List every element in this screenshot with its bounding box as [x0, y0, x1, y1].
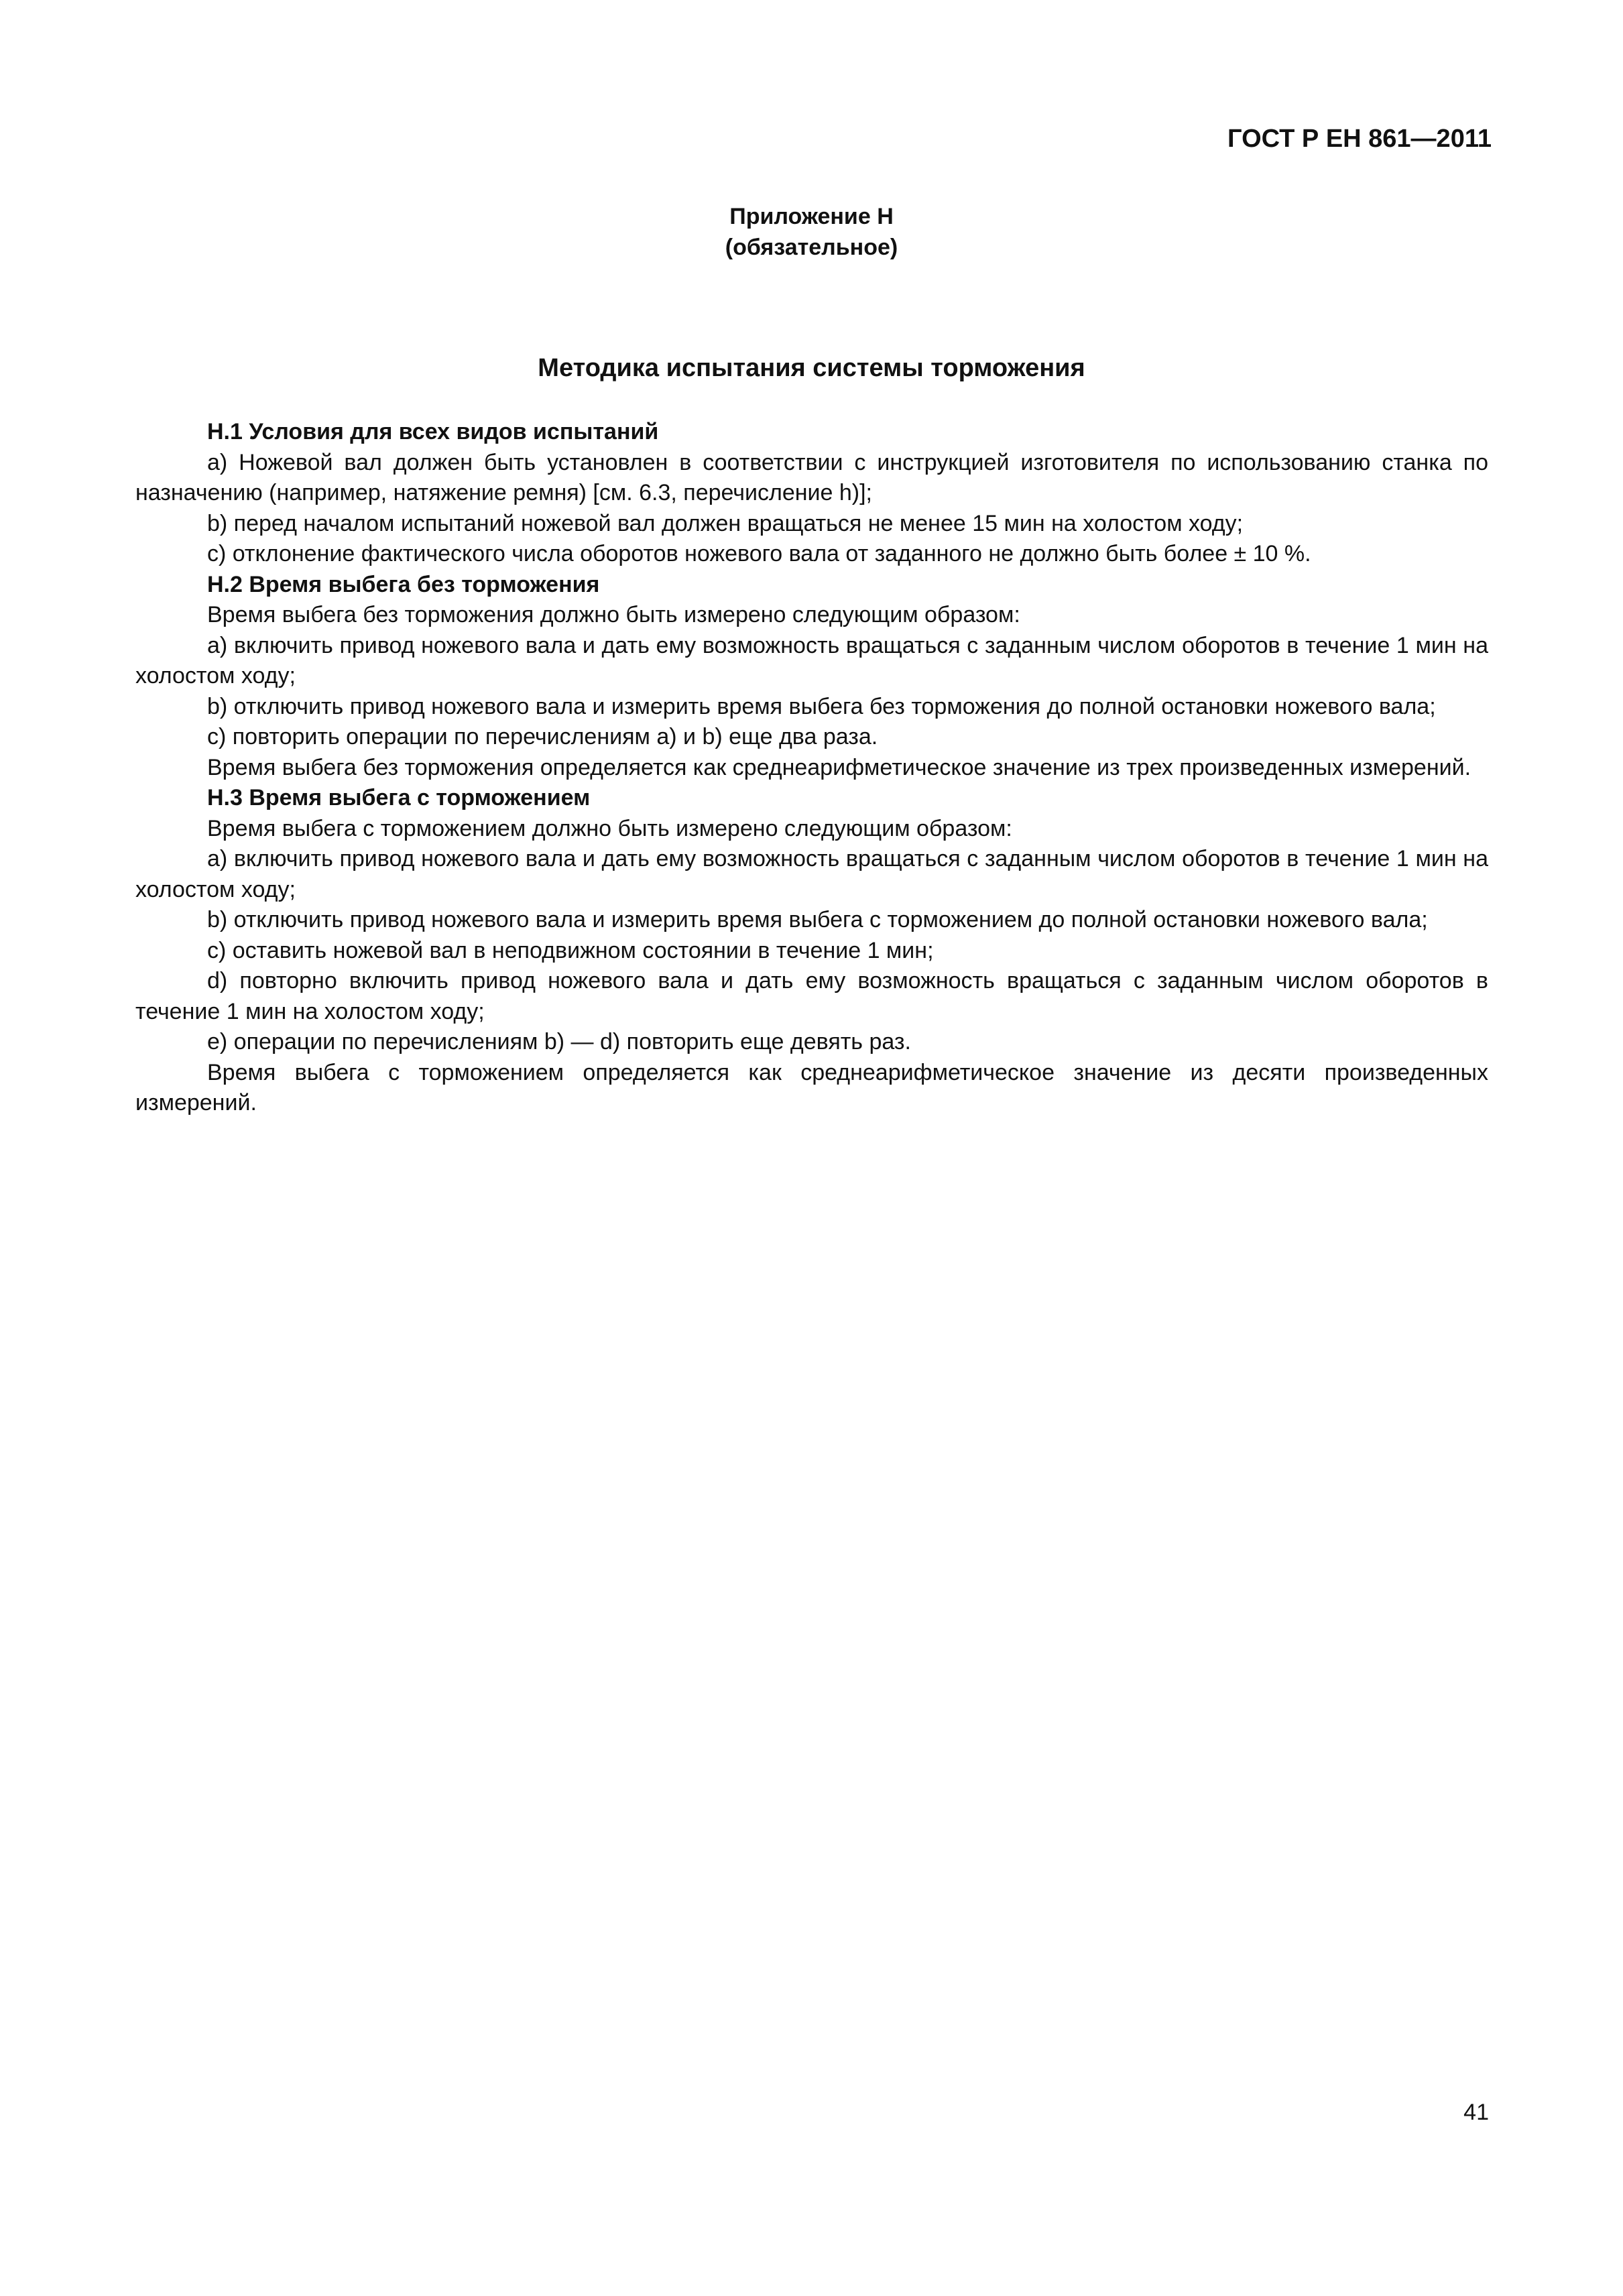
appendix-status: (обязательное)	[725, 235, 898, 260]
section-h3-heading: Н.3 Время выбега с торможением	[207, 785, 591, 810]
document-code: ГОСТ Р ЕН 861—2011	[1227, 125, 1492, 153]
section-h2-item-a: а) включить привод ножевого вала и дать ему возможность вращаться с заданным числом оборотов в течение 1 мин на холостом ходу;	[135, 632, 1488, 688]
page-number: 41	[1463, 2100, 1489, 2125]
section-h3-item-b: b) отключить привод ножевого вала и измерить время выбега с торможением до полной остановки ножевого вала;	[207, 907, 1428, 932]
appendix-heading	[0, 201, 1623, 263]
section-h3-item-a: а) включить привод ножевого вала и дать ему возможность вращаться с заданным числом оборотов в течение 1 мин на холостом ходу;	[135, 846, 1488, 902]
section-h1-heading: Н.1 Условия для всех видов испытаний	[207, 419, 659, 444]
section-h2-intro: Время выбега без торможения должно быть измерено следующим образом:	[207, 602, 1020, 627]
section-h3-intro: Время выбега с торможением должно быть измерено следующим образом:	[207, 815, 1012, 841]
section-h1-item-a: а) Ножевой вал должен быть установлен в соответствии с инструкцией изготовителя по использованию станка по назначению (например, натяжение ремня) [см. 6.3, перечисление h)];	[135, 449, 1488, 505]
section-h2-item-c: с) повторить операции по перечислениям а) и b) еще два раза.	[207, 724, 878, 749]
appendix-title: Приложение Н	[729, 204, 894, 229]
section-h2-heading: Н.2 Время выбега без торможения	[207, 571, 600, 597]
document-body	[135, 417, 1488, 1119]
section-h2-result: Время выбега без торможения определяется как среднеарифметическое значение из трех произведенных измерений.	[207, 754, 1471, 780]
section-h1-item-b: b) перед началом испытаний ножевой вал должен вращаться не менее 15 мин на холостом ходу;	[207, 510, 1244, 536]
section-h3-item-e: е) операции по перечислениям b) — d) повторить еще девять раз.	[207, 1029, 911, 1054]
section-h3-item-c: с) оставить ножевой вал в неподвижном состоянии в течение 1 мин;	[207, 937, 934, 963]
section-h3-result: Время выбега с торможением определяется как среднеарифметическое значение из десяти произведенных измерений.	[135, 1059, 1488, 1115]
page-title: Методика испытания системы торможения	[538, 354, 1085, 382]
section-h3-item-d: d) повторно включить привод ножевого вала и дать ему возможность вращаться с заданным числом оборотов в течение 1 мин на холостом ходу;	[135, 968, 1488, 1024]
section-h2-item-b: b) отключить привод ножевого вала и измерить время выбега без торможения до полной остановки ножевого вала;	[207, 693, 1436, 719]
section-h1-item-c: с) отклонение фактического числа оборотов ножевого вала от заданного не должно быть более ± 10 %.	[207, 541, 1311, 566]
